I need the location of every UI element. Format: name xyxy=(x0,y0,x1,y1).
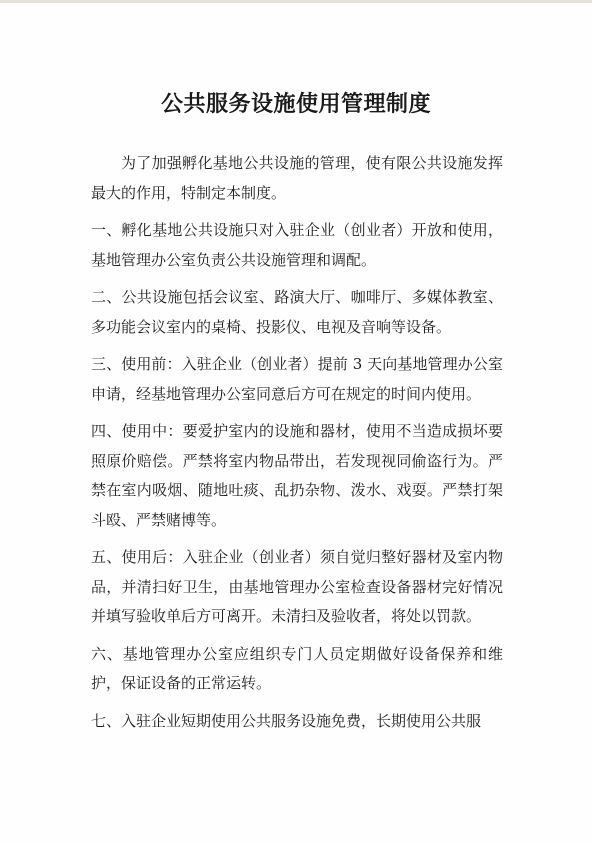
paragraph-item-1: 一、孵化基地公共设施只对入驻企业（创业者）开放和使用，基地管理办公室负责公共设施管理和调配。 xyxy=(91,221,503,269)
document-body xyxy=(91,149,503,744)
paragraph-item-5: 五、使用后：入驻企业（创业者）须自觉归整好器材及室内物品，并清扫好卫生，由基地管理办公室检查设备器材完好情况并填写验收单后方可离开。未清扫及验收者，将处以罚款。 xyxy=(91,548,503,625)
paragraph-item-2: 二、公共设施包括会议室、路演大厅、咖啡厅、多媒体教室、多功能会议室内的桌椅、投影仪、电视及音响等设备。 xyxy=(91,288,503,336)
paragraph-item-7: 七、入驻企业短期使用公共服务设施免费，长期使用公共服 xyxy=(91,711,482,730)
paragraph-item-4: 四、使用中：要爱护室内的设施和器材，使用不当造成损坏要照原价赔偿。严禁将室内物品带出，若发现视同偷盗行为。严禁在室内吸烟、随地吐痰、乱扔杂物、泼水、戏耍。严禁打架斗殴、严禁赌博等。 xyxy=(91,422,503,529)
paragraph-intro: 为了加强孵化基地公共设施的管理，使有限公共设施发挥最大的作用，特制定本制度。 xyxy=(91,154,503,202)
paragraph-item-6: 六、基地管理办公室应组织专门人员定期做好设备保养和维护，保证设备的正常运转。 xyxy=(91,644,503,692)
paragraph-item-3: 三、使用前：入驻企业（创业者）提前 3 天向基地管理办公室申请，经基地管理办公室同意后方可在规定的时间内使用。 xyxy=(91,355,503,403)
document-title: 公共服务设施使用管理制度 xyxy=(160,91,431,117)
